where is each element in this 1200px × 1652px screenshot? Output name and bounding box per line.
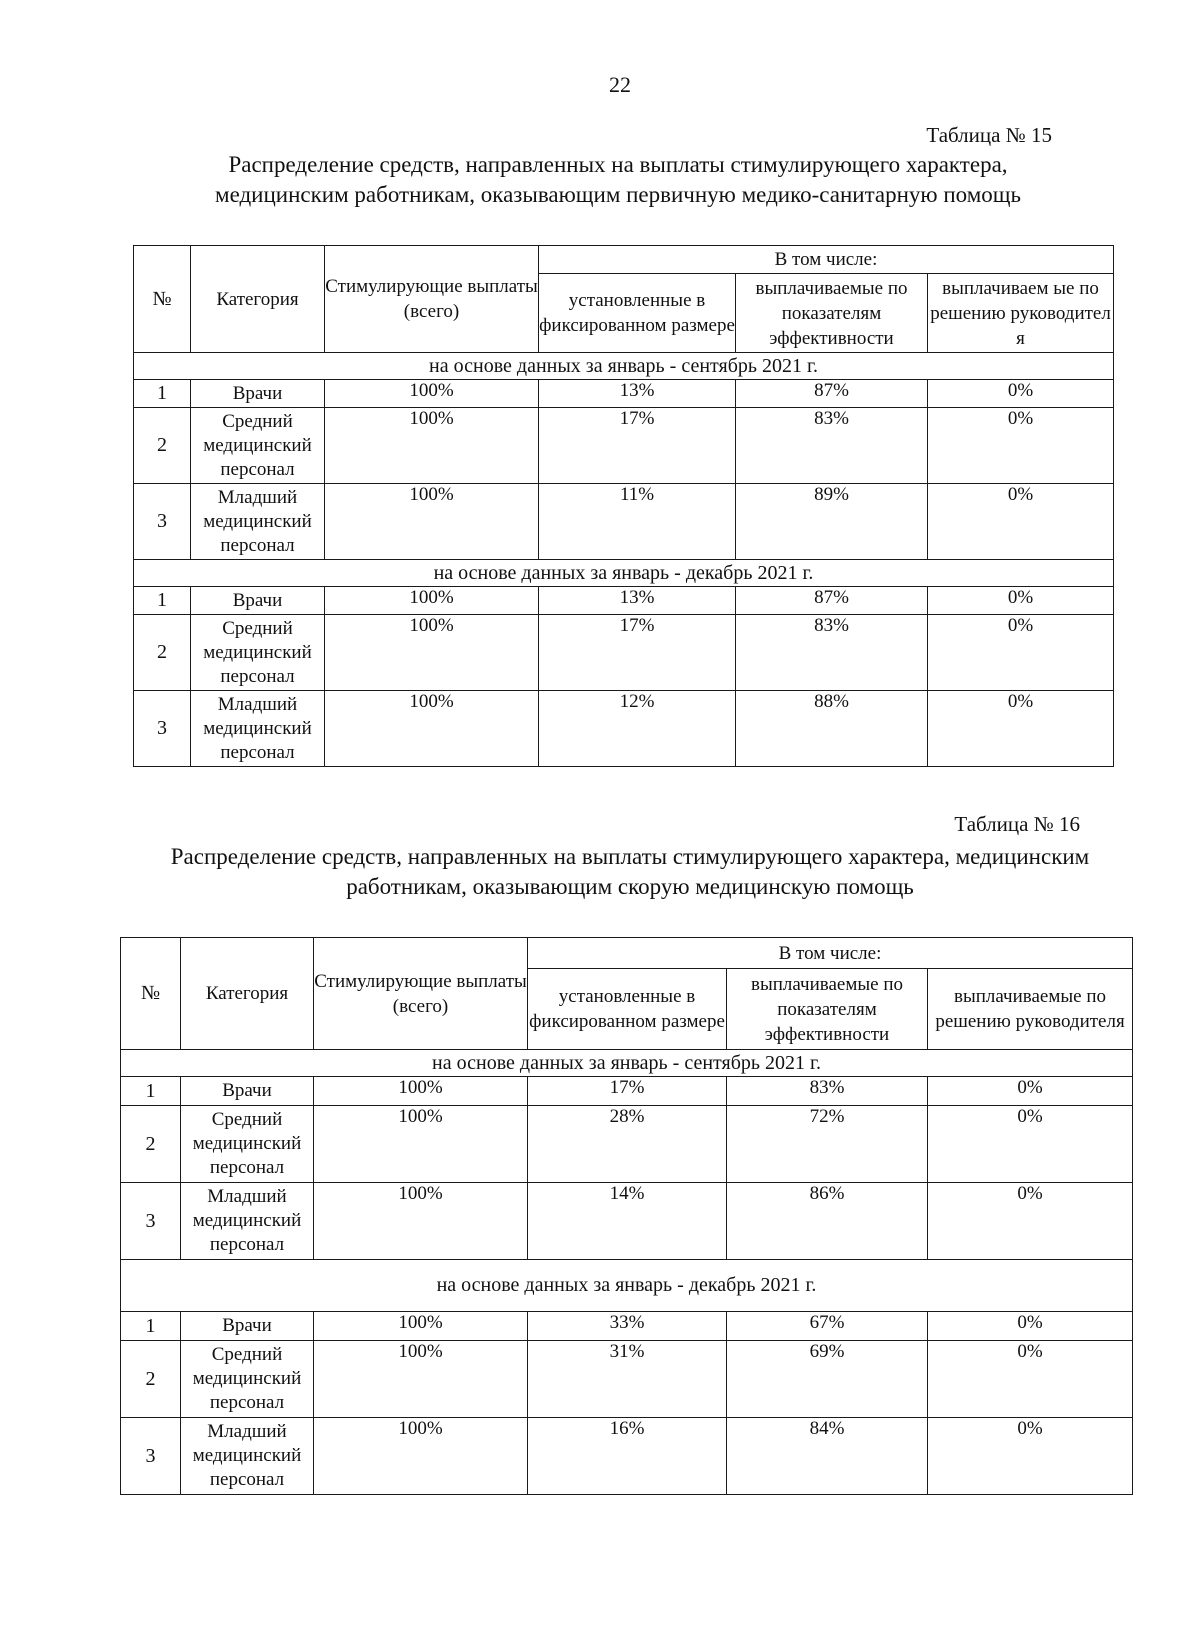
row-fixed: 31% [528, 1341, 727, 1418]
table-row [121, 1418, 1133, 1495]
table-16-caption: Распределение средств, направленных на выплаты стимулирующего характера, медицинским работникам, оказывающим скорую медицинскую помощь [170, 844, 1090, 899]
row-total: 100% [325, 587, 539, 615]
row-fixed: 17% [528, 1077, 727, 1106]
row-manager: 0% [928, 1106, 1133, 1183]
row-no: 3 [134, 484, 191, 560]
table-row [134, 615, 1114, 691]
row-no: 3 [121, 1418, 181, 1495]
row-manager: 0% [928, 1418, 1133, 1495]
section-title: на основе данных за январь - декабрь 2021 г. [134, 560, 1114, 587]
row-category: Средний медицинский персонал [181, 1106, 314, 1183]
row-no: 3 [134, 691, 191, 767]
row-manager: 0% [928, 484, 1114, 560]
row-efficiency: 72% [727, 1106, 928, 1183]
row-efficiency: 87% [736, 380, 928, 408]
row-total: 100% [314, 1183, 528, 1260]
row-fixed: 33% [528, 1312, 727, 1341]
row-efficiency: 83% [736, 615, 928, 691]
row-category: Младший медицинский персонал [191, 691, 325, 767]
col-header-category: Категория [191, 246, 325, 353]
row-no: 2 [134, 615, 191, 691]
table-15 [133, 245, 1114, 767]
col-header-category: Категория [181, 938, 314, 1050]
row-efficiency: 84% [727, 1418, 928, 1495]
col-header-total: Стимулирующие выплаты (всего) [314, 938, 528, 1050]
table-16 [120, 937, 1133, 1495]
row-manager: 0% [928, 380, 1114, 408]
table-row [121, 1077, 1133, 1106]
row-fixed: 11% [539, 484, 736, 560]
table-row [121, 1183, 1133, 1260]
table-row [121, 1312, 1133, 1341]
table-16-label: Таблица № 16 [954, 812, 1080, 836]
row-efficiency: 69% [727, 1341, 928, 1418]
col-header-including: В том числе: [528, 938, 1133, 969]
row-category: Средний медицинский персонал [191, 615, 325, 691]
row-no: 1 [134, 587, 191, 615]
row-category: Врачи [191, 587, 325, 615]
row-no: 1 [134, 380, 191, 408]
row-fixed: 17% [539, 615, 736, 691]
row-category: Средний медицинский персонал [181, 1341, 314, 1418]
col-header-manager: выплачиваемые по решению руководителя [928, 969, 1133, 1050]
col-header-no: № [134, 246, 191, 353]
row-total: 100% [325, 380, 539, 408]
row-fixed: 17% [539, 408, 736, 484]
row-fixed: 28% [528, 1106, 727, 1183]
row-fixed: 16% [528, 1418, 727, 1495]
row-total: 100% [314, 1418, 528, 1495]
row-category: Врачи [181, 1312, 314, 1341]
row-manager: 0% [928, 408, 1114, 484]
row-fixed: 12% [539, 691, 736, 767]
row-manager: 0% [928, 1183, 1133, 1260]
section-title: на основе данных за январь - сентябрь 2021 г. [121, 1050, 1133, 1077]
row-no: 2 [134, 408, 191, 484]
col-header-including: В том числе: [539, 246, 1114, 274]
col-header-no: № [121, 938, 181, 1050]
row-no: 2 [121, 1106, 181, 1183]
col-header-efficiency: выплачиваемые по показателям эффективности [736, 274, 928, 353]
col-header-fixed: установленные в фиксированном размере [528, 969, 727, 1050]
table-row [134, 380, 1114, 408]
row-no: 1 [121, 1312, 181, 1341]
row-total: 100% [314, 1077, 528, 1106]
row-total: 100% [314, 1106, 528, 1183]
row-fixed: 13% [539, 380, 736, 408]
row-efficiency: 89% [736, 484, 928, 560]
row-category: Врачи [181, 1077, 314, 1106]
table-row [121, 1341, 1133, 1418]
table-15-caption: Распределение средств, направленных на выплаты стимулирующего характера, медицинским работникам, оказывающим первичную медико-санитарную помощь [215, 152, 1021, 207]
row-no: 3 [121, 1183, 181, 1260]
row-category: Младший медицинский персонал [191, 484, 325, 560]
col-header-efficiency: выплачиваемые по показателям эффективности [727, 969, 928, 1050]
row-total: 100% [325, 691, 539, 767]
row-manager: 0% [928, 1341, 1133, 1418]
table-row [134, 587, 1114, 615]
row-manager: 0% [928, 691, 1114, 767]
row-no: 2 [121, 1341, 181, 1418]
row-efficiency: 86% [727, 1183, 928, 1260]
row-efficiency: 88% [736, 691, 928, 767]
row-total: 100% [314, 1312, 528, 1341]
row-efficiency: 67% [727, 1312, 928, 1341]
row-manager: 0% [928, 587, 1114, 615]
col-header-total: Стимулирующие выплаты (всего) [325, 246, 539, 353]
row-no: 1 [121, 1077, 181, 1106]
row-efficiency: 83% [736, 408, 928, 484]
row-manager: 0% [928, 1312, 1133, 1341]
row-total: 100% [314, 1341, 528, 1418]
section-title: на основе данных за январь - декабрь 2021 г. [121, 1260, 1133, 1312]
row-category: Младший медицинский персонал [181, 1418, 314, 1495]
row-total: 100% [325, 615, 539, 691]
row-fixed: 13% [539, 587, 736, 615]
row-total: 100% [325, 408, 539, 484]
row-manager: 0% [928, 1077, 1133, 1106]
page-number: 22 [609, 72, 631, 97]
table-row [134, 484, 1114, 560]
row-category: Врачи [191, 380, 325, 408]
row-efficiency: 83% [727, 1077, 928, 1106]
col-header-manager: выплачиваем ые по решению руководител я [928, 274, 1114, 353]
row-fixed: 14% [528, 1183, 727, 1260]
row-manager: 0% [928, 615, 1114, 691]
table-row [121, 1106, 1133, 1183]
row-total: 100% [325, 484, 539, 560]
col-header-fixed: установленные в фиксированном размере [539, 274, 736, 353]
table-15-label: Таблица № 15 [926, 123, 1052, 147]
row-category: Младший медицинский персонал [181, 1183, 314, 1260]
table-row [134, 408, 1114, 484]
row-efficiency: 87% [736, 587, 928, 615]
section-title: на основе данных за январь - сентябрь 2021 г. [134, 353, 1114, 380]
table-row [134, 691, 1114, 767]
row-category: Средний медицинский персонал [191, 408, 325, 484]
